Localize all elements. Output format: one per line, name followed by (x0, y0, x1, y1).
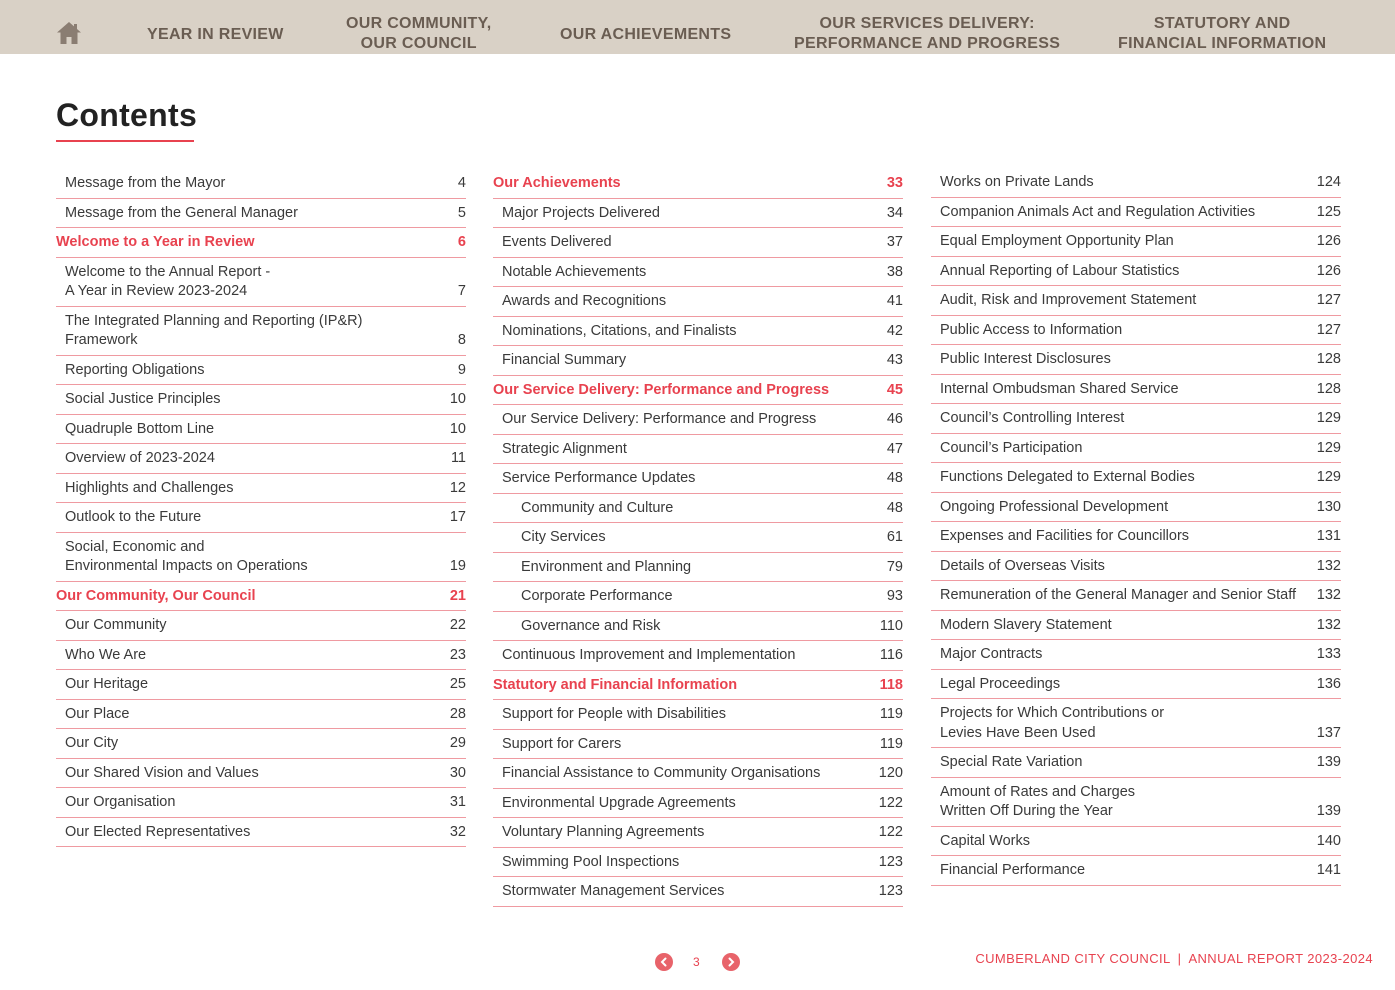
toc-entry[interactable] (56, 641, 466, 671)
toc-entry-label: Our Service Delivery: Performance and Progress (493, 381, 830, 398)
toc-entry[interactable] (493, 700, 903, 730)
toc-entry-label: Awards and Recognitions (502, 293, 667, 309)
toc-entry-label: Community and Culture (521, 499, 674, 516)
pager (655, 952, 745, 972)
toc-entry[interactable] (56, 729, 466, 759)
toc-entry-page: 32 (449, 823, 466, 840)
toc-entry-page: 10 (449, 391, 466, 407)
toc-entry-page: 19 (449, 558, 466, 574)
toc-section-heading[interactable] (493, 671, 903, 701)
toc-entry-page: 61 (886, 529, 903, 545)
toc-entry[interactable] (493, 612, 903, 642)
toc-entry-page: 120 (878, 765, 903, 781)
toc-entry-label: Projects for Which Contributions or Levies Have Been Used (940, 705, 1165, 741)
toc-entry-page: 6 (457, 234, 466, 250)
toc-entry[interactable] (493, 877, 903, 907)
toc-entry-label: Financial Performance (940, 862, 1086, 878)
toc-entry[interactable] (931, 227, 1341, 257)
toc-entry-page: 29 (449, 735, 466, 751)
toc-entry-page: 31 (449, 794, 466, 810)
toc-entry-page: 141 (1316, 862, 1341, 878)
contents-column-2 (493, 169, 903, 907)
next-page-button[interactable] (722, 953, 740, 971)
toc-entry-page: 131 (1316, 528, 1341, 544)
toc-entry-label: Message from the Mayor (65, 175, 226, 191)
toc-entry-page: 4 (457, 175, 466, 191)
toc-entry-label: Functions Delegated to External Bodies (940, 469, 1195, 485)
toc-entry-label: Council’s Controlling Interest (940, 410, 1125, 426)
title-underline (56, 140, 194, 142)
toc-entry-label: Audit, Risk and Improvement Statement (940, 292, 1197, 308)
chevron-left-icon (659, 957, 669, 967)
toc-entry-label: Swimming Pool Inspections (502, 853, 680, 870)
toc-entry-page: 132 (1316, 616, 1341, 633)
toc-entry-label: Events Delivered (502, 234, 612, 250)
toc-entry-label: Public Interest Disclosures (940, 351, 1111, 367)
toc-entry-page: 79 (886, 558, 903, 575)
toc-entry[interactable] (493, 848, 903, 878)
toc-entry-page: 123 (878, 853, 903, 870)
toc-entry-label: Message from the General Manager (65, 204, 298, 221)
toc-entry-page: 116 (879, 647, 903, 663)
toc-entry-label: Outlook to the Future (65, 509, 202, 525)
toc-entry-page: 43 (886, 352, 903, 368)
toc-section-heading[interactable] (56, 228, 466, 258)
toc-entry-page: 118 (879, 676, 903, 693)
toc-entry-page: 46 (886, 411, 903, 427)
toc-entry-page: 25 (449, 676, 466, 692)
toc-entry-page: 22 (449, 617, 466, 633)
toc-entry[interactable] (56, 670, 466, 700)
toc-entry[interactable] (931, 856, 1341, 886)
toc-entry[interactable] (56, 503, 466, 533)
toc-entry[interactable] (931, 286, 1341, 316)
toc-entry-page: 17 (449, 509, 466, 525)
toc-entry[interactable] (493, 494, 903, 524)
toc-entry-label: Our City (65, 735, 119, 751)
toc-entry-page: 93 (886, 588, 903, 604)
toc-entry-label: Remuneration of the General Manager and Senior Staff (940, 587, 1297, 603)
toc-entry-label: Expenses and Facilities for Councillors (940, 528, 1190, 544)
toc-entry-page: 123 (878, 883, 903, 899)
toc-entry[interactable] (56, 533, 466, 582)
toc-entry-page: 28 (449, 705, 466, 722)
toc-entry-label: Our Heritage (65, 676, 149, 692)
toc-entry-label: Quadruple Bottom Line (65, 420, 215, 437)
toc-entry[interactable] (56, 788, 466, 818)
toc-entry[interactable] (493, 818, 903, 848)
toc-entry-label: Major Projects Delivered (502, 204, 660, 221)
toc-entry-label: Works on Private Lands (940, 174, 1094, 190)
toc-entry-label: Council’s Participation (940, 439, 1083, 456)
toc-entry-page: 128 (1316, 380, 1341, 397)
toc-entry[interactable] (931, 404, 1341, 434)
toc-entry-label: Welcome to a Year in Review (56, 234, 255, 250)
toc-entry-page: 42 (886, 322, 903, 339)
toc-entry-label: Stormwater Management Services (502, 883, 725, 899)
toc-entry[interactable] (931, 493, 1341, 523)
toc-entry-label: Our Elected Representatives (65, 823, 251, 840)
page-title: Contents (56, 97, 198, 133)
toc-entry-page: 129 (1316, 469, 1341, 485)
toc-entry[interactable] (931, 827, 1341, 857)
footer-org: CUMBERLAND CITY COUNCIL (975, 951, 1171, 966)
toc-entry-page: 119 (879, 735, 903, 752)
toc-entry-label: Legal Proceedings (940, 675, 1061, 692)
toc-entry-label: Public Access to Information (940, 321, 1123, 338)
toc-entry-label: Corporate Performance (521, 588, 673, 604)
footer-report: ANNUAL REPORT 2023-2024 (1188, 951, 1373, 966)
toc-entry-page: 129 (1316, 439, 1341, 456)
toc-entry-page: 137 (1316, 724, 1341, 741)
toc-entry[interactable] (56, 444, 466, 474)
toc-entry-label: Modern Slavery Statement (940, 616, 1112, 633)
toc-entry-page: 136 (1316, 675, 1341, 692)
toc-entry-label: City Services (521, 529, 606, 545)
footer (975, 951, 1373, 966)
toc-entry[interactable] (931, 611, 1341, 641)
toc-entry-page: 48 (886, 470, 903, 486)
toc-entry[interactable] (931, 375, 1341, 405)
toc-entry[interactable] (931, 257, 1341, 287)
toc-entry-page: 110 (879, 617, 903, 634)
toc-entry-page: 23 (449, 646, 466, 663)
toc-entry-page: 30 (449, 764, 466, 781)
toc-entry-label: Environment and Planning (521, 558, 692, 575)
toc-entry-page: 140 (1316, 832, 1341, 849)
toc-entry[interactable] (931, 198, 1341, 228)
toc-entry-page: 132 (1316, 587, 1341, 603)
home-icon[interactable] (56, 21, 82, 45)
toc-entry[interactable] (931, 640, 1341, 670)
toc-entry-label: Environmental Upgrade Agreements (502, 794, 736, 811)
toc-entry-label: Strategic Alignment (502, 440, 627, 457)
toc-entry-page: 122 (878, 824, 903, 840)
toc-entry[interactable] (931, 699, 1341, 748)
toc-entry[interactable] (56, 385, 466, 415)
toc-entry-label: Capital Works (940, 832, 1030, 849)
toc-entry[interactable] (931, 552, 1341, 582)
toc-entry-page: 127 (1316, 292, 1341, 308)
toc-entry-page: 139 (1316, 803, 1341, 819)
toc-entry-label: Our Place (65, 705, 130, 722)
toc-section-heading[interactable] (493, 169, 903, 199)
toc-entry-page: 132 (1316, 557, 1341, 574)
toc-entry-label: Continuous Improvement and Implementation (502, 647, 796, 663)
chevron-right-icon (726, 957, 736, 967)
toc-entry-page: 45 (886, 381, 903, 398)
toc-entry[interactable] (493, 435, 903, 465)
toc-entry-page: 9 (457, 361, 466, 378)
toc-entry-label: Reporting Obligations (65, 361, 205, 378)
toc-entry-label: Major Contracts (940, 646, 1043, 662)
toc-entry[interactable] (931, 345, 1341, 375)
toc-entry-page: 127 (1316, 321, 1341, 338)
toc-entry-page: 48 (886, 499, 903, 516)
toc-entry-page: 125 (1316, 203, 1341, 220)
toc-entry-label: Equal Employment Opportunity Plan (940, 233, 1174, 249)
toc-entry-page: 133 (1316, 646, 1341, 662)
toc-entry[interactable] (931, 670, 1341, 700)
toc-entry-label: Support for People with Disabilities (502, 706, 727, 722)
toc-entry-page: 12 (449, 479, 466, 496)
toc-entry[interactable] (56, 415, 466, 445)
toc-entry[interactable] (493, 228, 903, 258)
toc-entry-label: Governance and Risk (521, 617, 661, 634)
toc-entry-page: 139 (1316, 754, 1341, 770)
toc-entry-label: The Integrated Planning and Reporting (IP&R) Framework (65, 312, 363, 348)
toc-entry-label: Statutory and Financial Information (493, 676, 738, 693)
toc-entry[interactable] (493, 464, 903, 494)
toc-entry-label: Companion Animals Act and Regulation Activities (940, 203, 1256, 220)
toc-entry[interactable] (56, 611, 466, 641)
nav-our-achievements[interactable]: OUR ACHIEVEMENTS (560, 26, 732, 43)
toc-entry-page: 5 (457, 204, 466, 221)
toc-entry[interactable] (493, 759, 903, 789)
toc-entry[interactable] (493, 730, 903, 760)
toc-entry-page: 47 (886, 440, 903, 457)
toc-section-heading[interactable] (493, 376, 903, 406)
toc-entry-label: Financial Summary (502, 352, 627, 368)
toc-entry[interactable] (56, 199, 466, 229)
page-number: 3 (693, 955, 700, 969)
toc-entry-label: Annual Reporting of Labour Statistics (940, 262, 1180, 279)
toc-section-heading[interactable] (56, 582, 466, 612)
nav-our-services-delivery[interactable]: OUR SERVICES DELIVERY: PERFORMANCE AND PROGRESS (794, 15, 1061, 52)
nav-year-in-review[interactable]: YEAR IN REVIEW (147, 26, 284, 43)
toc-entry-label: Our Shared Vision and Values (65, 764, 259, 781)
footer-separator: | (1177, 951, 1182, 966)
toc-entry-label: Details of Overseas Visits (940, 557, 1105, 574)
toc-entry-page: 34 (886, 204, 903, 221)
toc-entry[interactable] (56, 356, 466, 386)
toc-entry-label: Overview of 2023-2024 (65, 450, 215, 466)
toc-entry-page: 124 (1316, 174, 1341, 190)
toc-entry-page: 126 (1316, 233, 1341, 249)
toc-entry[interactable] (56, 700, 466, 730)
toc-entry-page: 38 (886, 263, 903, 280)
nav-our-community-our-council[interactable]: OUR COMMUNITY, OUR COUNCIL (346, 15, 492, 52)
toc-entry-page: 7 (457, 283, 466, 299)
toc-entry-page: 41 (886, 293, 903, 309)
toc-entry[interactable] (493, 346, 903, 376)
toc-entry-page: 129 (1316, 410, 1341, 426)
toc-entry-page: 21 (449, 587, 466, 604)
toc-entry[interactable] (56, 307, 466, 356)
nav-statutory-financial-information[interactable]: STATUTORY AND FINANCIAL INFORMATION (1118, 15, 1327, 52)
toc-entry-label: Service Performance Updates (502, 470, 696, 486)
toc-entry-label: Our Service Delivery: Performance and Progress (502, 411, 817, 427)
toc-entry-label: Our Community (65, 617, 167, 633)
toc-entry[interactable] (56, 258, 466, 307)
toc-entry-label: Voluntary Planning Agreements (502, 824, 705, 840)
toc-entry[interactable] (493, 317, 903, 347)
toc-entry[interactable] (56, 474, 466, 504)
top-navigation (0, 0, 1395, 54)
toc-entry-label: Notable Achievements (502, 263, 647, 280)
toc-entry-label: Amount of Rates and Charges Written Off During the Year (940, 783, 1136, 819)
toc-entry[interactable] (931, 748, 1341, 778)
toc-entry-label: Welcome to the Annual Report - A Year in Review 2023-2024 (65, 263, 271, 299)
toc-entry[interactable] (493, 258, 903, 288)
toc-entry[interactable] (931, 434, 1341, 464)
toc-entry[interactable] (56, 759, 466, 789)
toc-entry[interactable] (493, 523, 903, 553)
toc-entry-label: Highlights and Challenges (65, 479, 234, 496)
toc-entry-label: Ongoing Professional Development (940, 498, 1169, 515)
toc-entry-page: 126 (1316, 262, 1341, 279)
toc-entry-label: Financial Assistance to Community Organisations (502, 765, 821, 781)
toc-entry-label: Social Justice Principles (65, 391, 221, 407)
toc-entry-page: 37 (886, 234, 903, 250)
toc-entry[interactable] (493, 199, 903, 229)
toc-entry[interactable] (931, 778, 1341, 827)
toc-entry-page: 122 (878, 794, 903, 811)
contents-column-3 (931, 168, 1341, 886)
toc-entry[interactable] (931, 581, 1341, 611)
toc-entry[interactable] (56, 818, 466, 848)
toc-entry-label: Our Organisation (65, 794, 176, 810)
previous-page-button[interactable] (655, 953, 673, 971)
toc-entry[interactable] (493, 553, 903, 583)
toc-entry-label: Who We Are (65, 646, 147, 663)
toc-entry[interactable] (493, 789, 903, 819)
toc-entry-label: Internal Ombudsman Shared Service (940, 380, 1179, 397)
toc-entry-label: Support for Carers (502, 735, 622, 752)
toc-entry[interactable] (931, 316, 1341, 346)
toc-entry[interactable] (493, 582, 903, 612)
toc-entry[interactable] (493, 641, 903, 671)
toc-entry-page: 8 (457, 332, 466, 348)
toc-entry-page: 33 (886, 175, 903, 191)
toc-entry[interactable] (56, 169, 466, 199)
toc-entry[interactable] (931, 522, 1341, 552)
toc-entry-label: Nominations, Citations, and Finalists (502, 322, 737, 339)
toc-entry[interactable] (493, 405, 903, 435)
toc-entry-page: 119 (879, 706, 903, 722)
contents-column-1 (56, 169, 466, 847)
toc-entry-label: Our Achievements (493, 175, 621, 191)
toc-entry-label: Our Community, Our Council (56, 587, 256, 604)
toc-entry-label: Special Rate Variation (940, 754, 1083, 770)
toc-entry-page: 130 (1316, 498, 1341, 515)
toc-entry-page: 11 (450, 450, 466, 466)
toc-entry-page: 10 (449, 420, 466, 437)
toc-entry[interactable] (931, 463, 1341, 493)
toc-entry[interactable] (931, 168, 1341, 198)
toc-entry[interactable] (493, 287, 903, 317)
toc-entry-page: 128 (1316, 351, 1341, 367)
toc-entry-label: Social, Economic and Environmental Impacts on Operations (65, 538, 308, 574)
